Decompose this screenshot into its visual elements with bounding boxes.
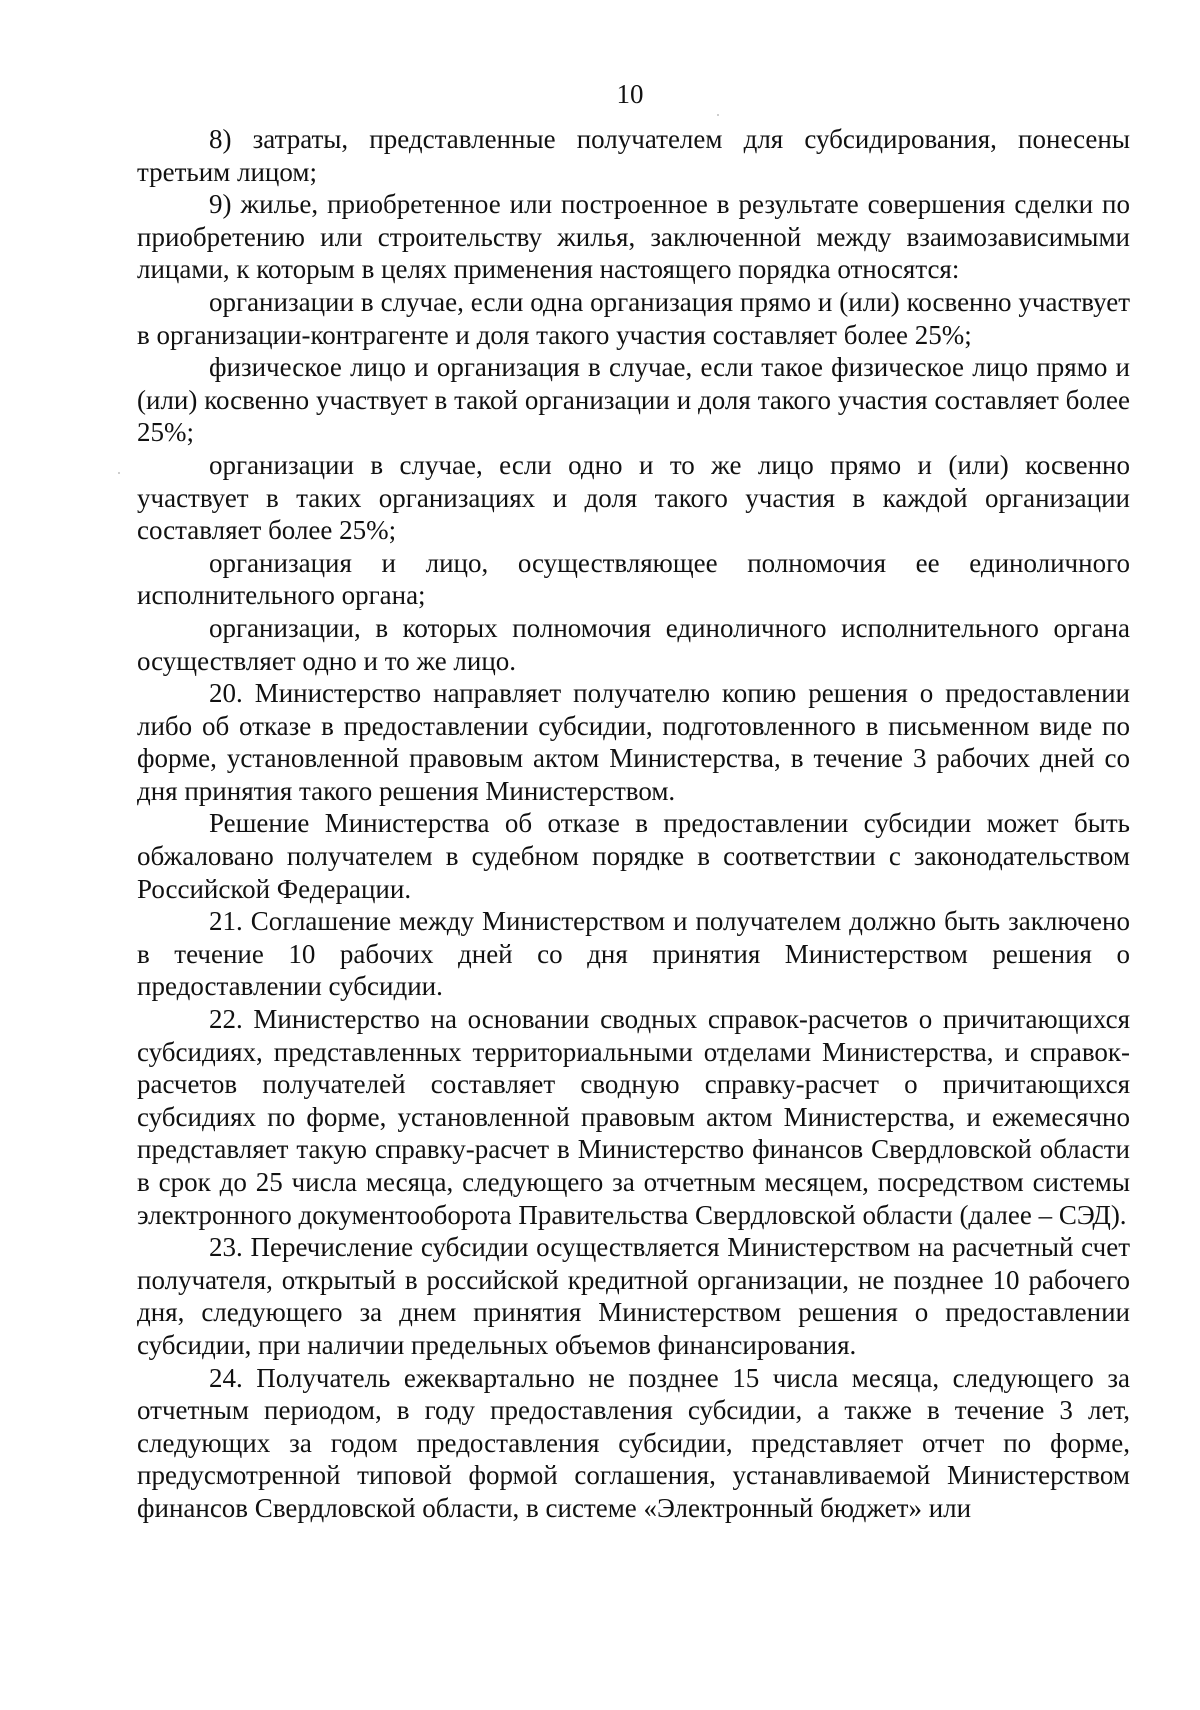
page-number: 10: [616, 79, 644, 109]
document-body: [137, 123, 1130, 1525]
paragraph-same-person-organizations: организации в случае, если одно и то же лицо прямо и (или) косвенно участвует в таких организациях и доля такого участия в каждой организации составляет более 25%;: [137, 449, 1130, 546]
paragraph-24: 24. Получатель ежеквартально не позднее 15 числа месяца, следующего за отчетным периодом, в году предоставления субсидии, а также в течение 3 лет, следующих за годом предоставления субсидии, представляет отчет по форме, предусмотренной типовой формой соглашения, устанавливаемой Министерством финансов Свердловской области, в системе «Электронный бюджет» или: [137, 1362, 1130, 1523]
paragraph-related-organizations: организации в случае, если одна организация прямо и (или) косвенно участвует в организации-контрагенте и доля такого участия составляет более 25%;: [137, 286, 1130, 350]
paragraph-item-9: 9) жилье, приобретенное или построенное в результате совершения сделки по приобретению или строительству жилья, заключенной между взаимозависимыми лицами, к которым в целях применения настоящего порядка относятся:: [137, 189, 1130, 285]
paragraph-23: 23. Перечисление субсидии осуществляется Министерством на расчетный счет получателя, открытый в российской кредитной организации, не позднее 10 рабочего дня, следующего за днем принятия Министерством решения о предоставлении субсидии, при наличии предельных объемов финансирования.: [137, 1232, 1130, 1360]
paragraph-item-8: 8) затраты, представленные получателем для субсидирования, понесены третьим лицом;: [137, 124, 1130, 187]
paragraph-individual-and-organization: физическое лицо и организация в случае, если такое физическое лицо прямо и (или) косвенно участвует в такой организации и доля такого участия составляет более 25%;: [137, 352, 1130, 448]
paragraph-21: 21. Соглашение между Министерством и получателем должно быть заключено в течение 10 рабочих дней со дня принятия Министерством решения о предоставлении субсидии.: [137, 906, 1130, 1002]
paragraph-same-executive-person: организации, в которых полномочия единоличного исполнительного органа осуществляет одно и то же лицо.: [137, 612, 1130, 676]
paragraph-20: 20. Министерство направляет получателю копию решения о предоставлении либо об отказе в предоставлении субсидии, подготовленного в письменном виде по форме, установленной правовым актом Министерства, в течение 3 рабочих дней со дня принятия такого решения Министерством.: [137, 678, 1130, 806]
paragraph-22: 22. Министерство на основании сводных справок-расчетов о причитающихся субсидиях, представленных территориальными отделами Министерства, и справок-расчетов получателей составляет сводную справку-расчет о причитающихся субсидиях по форме, установленной правовым актом Министерства, и ежемесячно представляет такую справку-расчет в Министерство финансов Свердловской области в срок до 25 числа месяца, следующего за отчетным месяцем, посредством системы электронного документооборота Правительства Свердловской области (далее – СЭД).: [137, 1004, 1130, 1230]
scan-speck: [717, 114, 719, 116]
scan-speck: [118, 472, 120, 474]
paragraph-executive-body-person: организация и лицо, осуществляющее полномочия ее единоличного исполнительного органа;: [137, 547, 1130, 611]
paragraph-appeal: Решение Министерства об отказе в предоставлении субсидии может быть обжаловано получателем в судебном порядке в соответствии с законодательством Российской Федерации.: [137, 808, 1130, 904]
